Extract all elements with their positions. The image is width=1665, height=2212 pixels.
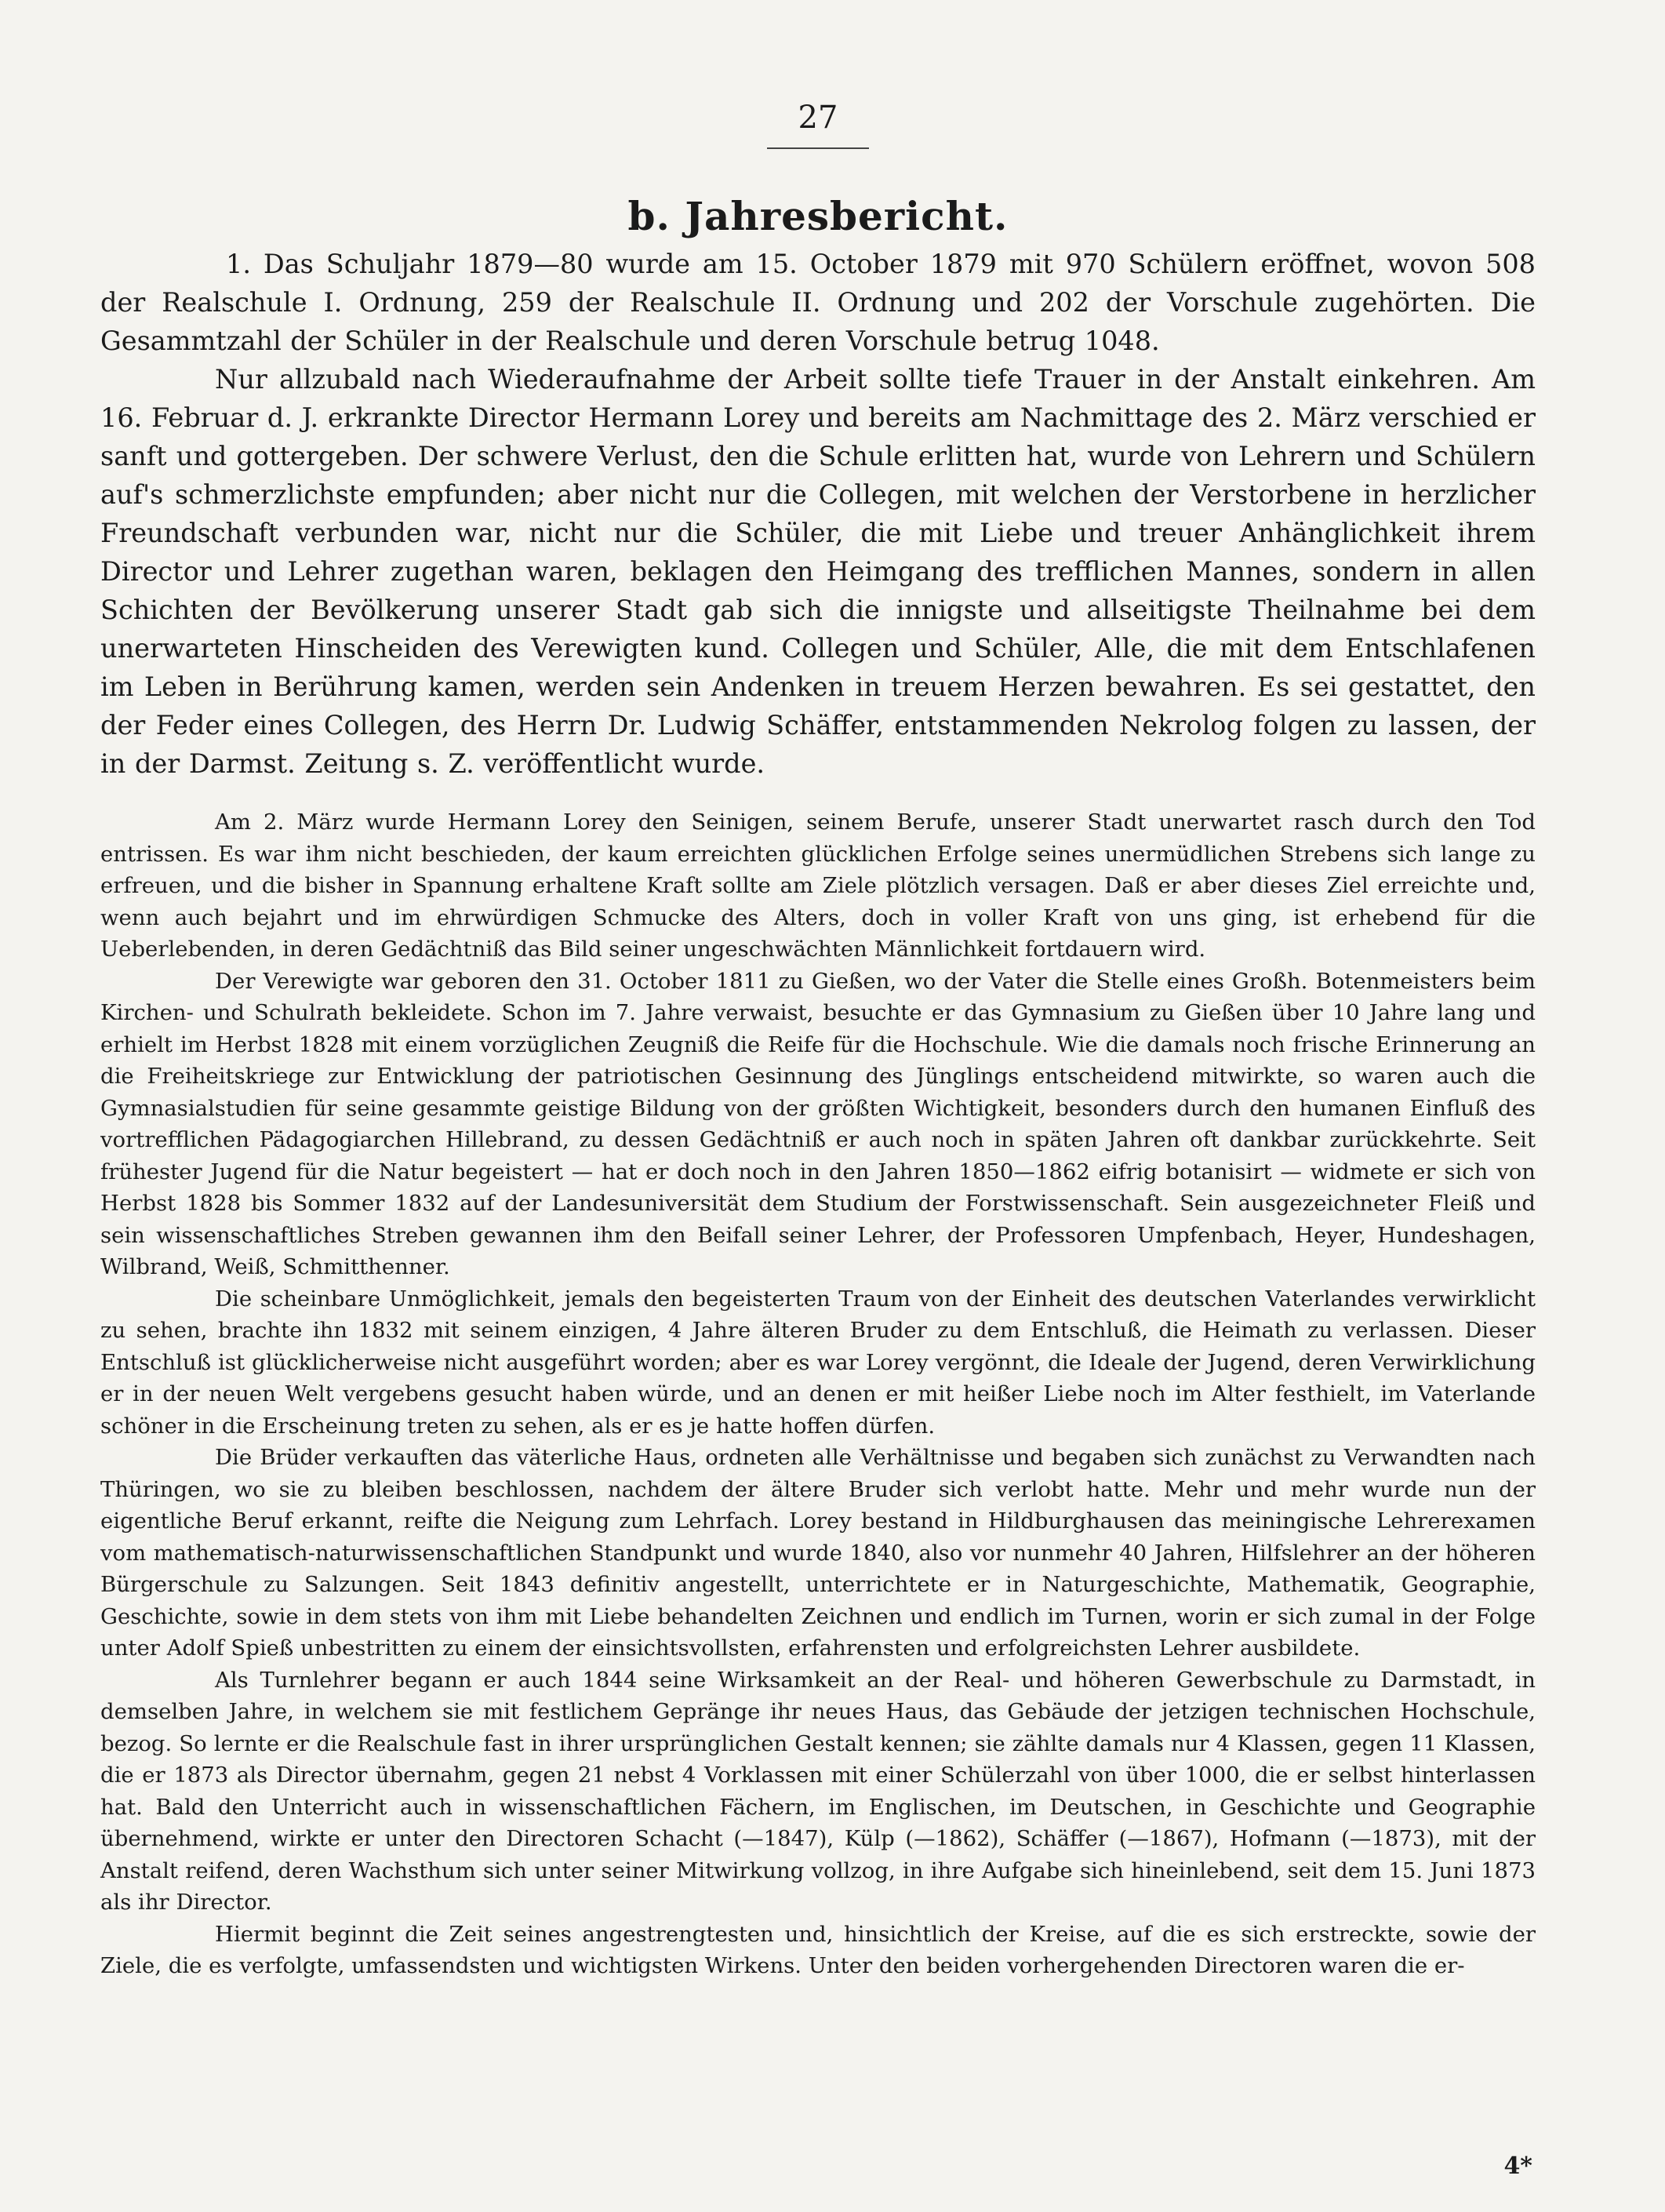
paragraph: Nur allzubald nach Wiederaufnahme der Arbeit sollte tiefe Trauer in der Anstalt einkehren. Am 16. Februar d. J. erkrankte Director Hermann Lorey und bereits am Nachmittage des 2. März verschied er sanft und gottergeben. Der schwere Verlust, den die Schule erlitten hat, wurde von Lehrern und Schülern auf's schmerzlichste empfunden; aber nicht nur die Collegen, mit welchen der Verstorbene in herzlicher Freundschaft verbunden war, nicht nur die Schüler, die mit Liebe und treuer Anhänglichkeit ihrem Director und Lehrer zugethan waren, beklagen den Heimgang des trefflichen Mannes, sondern in allen Schichten der Bevölkerung unserer Stadt gab sich die innigste und allseitigste Theilnahme bei dem unerwarteten Hinscheiden des Verewigten kund. Collegen und Schüler, Alle, die mit dem Entschlafenen im Leben in Berührung kamen, werden sein Andenken in treuem Herzen bewahren. Es sei gestattet, den der Feder eines Collegen, des Herrn Dr. Ludwig Schäffer, entstammenden Nekrolog folgen zu lassen, der in der Darmst. Zeitung s. Z. veröffentlicht wurde. (100, 364, 1536, 779)
paragraph: Am 2. März wurde Hermann Lorey den Seinigen, seinem Berufe, unserer Stadt unerwartet rasch durch den Tod entrissen. Es war ihm nicht beschieden, der kaum erreichten glücklichen Erfolge seines unermüdlichen Strebens sich lange zu erfreuen, und die bisher in Spannung erhaltene Kraft sollte am Ziele plötzlich versagen. Daß er aber dieses Ziel erreichte und, wenn auch bejahrt und im ehrwürdigen Schmucke des Alters, doch in voller Kraft von uns ging, ist erhebend für die Ueberlebenden, in deren Gedächtniß das Bild seiner ungeschwächten Männlichkeit fortdauern wird. (100, 809, 1536, 962)
document-page (100, 0, 1536, 2212)
paragraph: Die Brüder verkauften das väterliche Haus, ordneten alle Verhältnisse und begaben sich zunächst zu Verwandten nach Thüringen, wo sie zu bleiben beschlossen, nachdem der ältere Bruder sich verlobt hatte. Mehr und mehr wurde nun der eigentliche Beruf erkannt, reifte die Neigung zum Lehrfach. Lorey bestand in Hildburghausen das meiningische Lehrerexamen vom mathematisch-naturwissenschaftlichen Standpunkt und wurde 1840, also vor nunmehr 40 Jahren, Hilfslehrer an der höheren Bürgerschule zu Salzungen. Seit 1843 definitiv angestellt, unterrichtete er in Naturgeschichte, Mathematik, Geographie, Geschichte, sowie in dem stets von ihm mit Liebe behandelten Zeichnen und endlich im Turnen, worin er sich zumal in der Folge unter Adolf Spieß unbestritten zu einem der einsichtsvollsten, erfahrensten und erfolgreichsten Lehrer ausbildete. (100, 1445, 1536, 1661)
paragraph: Der Verewigte war geboren den 31. October 1811 zu Gießen, wo der Vater die Stelle eines Großh. Botenmeisters beim Kirchen- und Schulrath bekleidete. Schon im 7. Jahre verwaist, besuchte er das Gymnasium zu Gießen über 10 Jahre lang und erhielt im Herbst 1828 mit einem vorzüglichen Zeugniß die Reife für die Hochschule. Wie die damals noch frische Erinnerung an die Freiheitskriege zur Entwicklung der patriotischen Gesinnung des Jünglings entscheidend mitwirkte, so waren auch die Gymnasialstudien für seine gesammte geistige Bildung von der größten Wichtigkeit, besonders durch den humanen Einfluß des vortrefflichen Pädagogiarchen Hillebrand, zu dessen Gedächtniß er auch noch in späten Jahren oft dankbar zurückkehrte. Seit frühester Jugend für die Natur begeistert — hat er doch noch in den Jahren 1850—1862 eifrig botanisirt — widmete er sich von Herbst 1828 bis Sommer 1832 auf der Landesuniversität dem Studium der Forstwissenschaft. Sein ausgezeichneter Fleiß und sein wissenschaftliches Streben gewannen ihm den Beifall seiner Lehrer, der Professoren Umpfenbach, Heyer, Hundeshagen, Wilbrand, Weiß, Schmitthenner. (100, 968, 1536, 1279)
section-title: b. Jahresbericht. (627, 193, 1009, 239)
obituary-text (100, 806, 1536, 1982)
paragraph: Hiermit beginnt die Zeit seines angestrengtesten und, hinsichtlich der Kreise, auf die es sich erstreckte, sowie der Ziele, die es verfolgte, umfassendsten und wichtigsten Wirkens. Unter den beiden vorhergehenden Directoren waren die er- (100, 1921, 1536, 1978)
paragraph: Als Turnlehrer begann er auch 1844 seine Wirksamkeit an der Real- und höheren Gewerbschule zu Darmstadt, in demselben Jahre, in welchem sie mit festlichem Gepränge ihr neues Haus, das Gebäude der jetzigen technischen Hochschule, bezog. So lernte er die Realschule fast in ihrer ursprünglichen Gestalt kennen; sie zählte damals nur 4 Klassen, gegen 11 Klassen, die er 1873 als Director übernahm, gegen 21 nebst 4 Vorklassen mit einer Schülerzahl von über 1000, die er selbst hinterlassen hat. Bald den Unterricht auch in wissenschaftlichen Fächern, im Englischen, im Deutschen, in Geschichte und Geographie übernehmend, wirkte er unter den Directoren Schacht (—1847), Külp (—1862), Schäffer (—1867), Hofmann (—1873), mit der Anstalt reifend, deren Wachsthum sich unter seiner Mitwirkung vollzog, in ihre Aufgabe sich hineinlebend, seit dem 15. Juni 1873 als ihr Director. (100, 1667, 1536, 1915)
main-text (100, 245, 1536, 783)
page-number: 27 (798, 100, 838, 136)
paragraph: Die scheinbare Unmöglichkeit, jemals den begeisterten Traum von der Einheit des deutschen Vaterlandes verwirklicht zu sehen, brachte ihn 1832 mit seinem einzigen, 4 Jahre älteren Bruder zu dem Entschluß, die Heimath zu verlassen. Dieser Entschluß ist glücklicherweise nicht ausgeführt worden; aber es war Lorey vergönnt, die Ideale der Jugend, deren Verwirklichung er in der neuen Welt vergebens gesucht haben würde, und an denen er mit heißer Liebe noch im Alter festhielt, im Vaterlande schöner in die Erscheinung treten zu sehen, als er es je hatte hoffen dürfen. (100, 1286, 1536, 1439)
page-number-rule (767, 147, 869, 149)
paragraph: 1. Das Schuljahr 1879—80 wurde am 15. October 1879 mit 970 Schülern eröffnet, wovon 508 der Realschule I. Ordnung, 259 der Realschule II. Ordnung und 202 der Vorschule zugehörten. Die Gesammtzahl der Schüler in der Realschule und deren Vorschule betrug 1048. (100, 249, 1536, 356)
signature-mark: 4* (1503, 2152, 1532, 2180)
